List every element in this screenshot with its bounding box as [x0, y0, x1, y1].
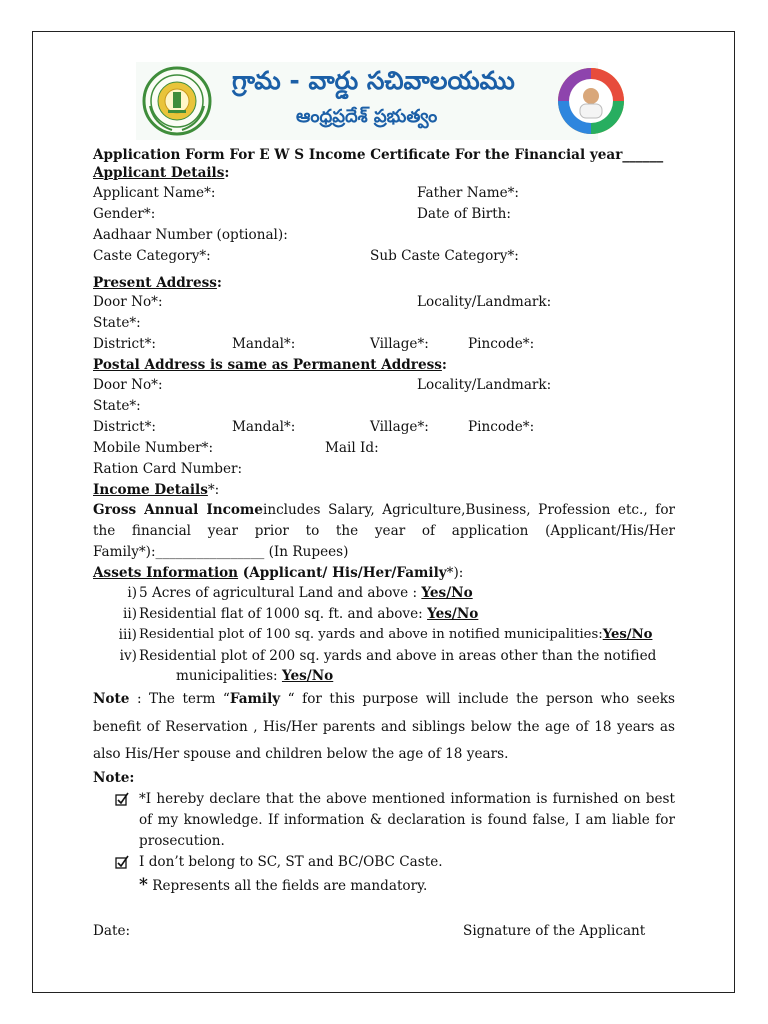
present-address-heading	[93, 274, 222, 292]
mandatory-note	[139, 876, 427, 895]
asset-answer: Yes/No	[281, 668, 334, 684]
present-door-label: Door No*:	[93, 294, 163, 310]
applicant-details-heading	[93, 164, 229, 182]
asset-item	[139, 605, 478, 623]
income-heading-suffix: *:	[207, 482, 220, 498]
postal-district-label: District*:	[93, 419, 156, 435]
gender-label: Gender*:	[93, 206, 156, 222]
andhra-pradesh-emblem-icon	[142, 66, 212, 136]
asset-answer: Yes/No	[421, 585, 473, 601]
postal-locality-label: Locality/Landmark:	[417, 377, 552, 393]
checkbox-checked-icon	[115, 855, 129, 869]
family-note-paragraph	[93, 686, 675, 769]
asset-num: i)	[127, 585, 137, 601]
postal-pincode-label: Pincode*:	[468, 419, 535, 435]
assets-heading	[93, 564, 463, 582]
mandatory-text: Represents all the fields are mandatory.	[147, 878, 428, 894]
asset-text: Residential plot of 100 sq. yards and above in notified municipalities:	[139, 627, 603, 642]
present-locality-label: Locality/Landmark:	[417, 294, 552, 310]
date-label: Date:	[93, 923, 131, 939]
caste-declaration-text: I don’t belong to SC, ST and BC/OBC Caste.	[139, 854, 443, 870]
family-note-text-a: : The term “	[129, 691, 230, 707]
dob-label: Date of Birth:	[417, 206, 512, 222]
present-district-label: District*:	[93, 336, 156, 352]
income-heading-text: Income Details	[93, 482, 208, 498]
gross-income-text: includes Salary, Agriculture,Business, Profession etc., for the financial year prior to the year of application (Applicant/His/Her Family*):________________ (In Rupees)	[93, 502, 675, 560]
gross-income-label: Gross Annual Income	[93, 502, 263, 518]
present-address-heading-colon: :	[216, 275, 222, 291]
applicant-name-label: Applicant Name*:	[93, 185, 216, 201]
postal-address-heading	[93, 356, 447, 374]
note-heading: Note:	[93, 770, 135, 786]
postal-address-heading-colon: :	[441, 357, 447, 373]
caste-label: Caste Category*:	[93, 248, 211, 264]
asset-item	[139, 584, 473, 602]
gross-income-paragraph	[93, 500, 675, 563]
applicant-heading-text: Applicant Details	[93, 165, 225, 181]
income-details-heading	[93, 481, 219, 499]
asset-text: 5 Acres of agricultural Land and above :	[139, 585, 422, 601]
present-pincode-label: Pincode*:	[468, 336, 535, 352]
applicant-heading-colon: :	[224, 165, 230, 181]
asset-num: ii)	[123, 606, 137, 622]
asset-item	[176, 667, 333, 685]
present-mandal-label: Mandal*:	[232, 336, 296, 352]
form-title: Application Form For E W S Income Certificate For the Financial year______	[93, 147, 664, 163]
father-name-label: Father Name*:	[417, 185, 520, 201]
assets-heading-star: *):	[446, 565, 464, 581]
postal-mandal-label: Mandal*:	[232, 419, 296, 435]
secretariat-circle-logo-icon	[556, 66, 626, 136]
asset-num: iii)	[118, 627, 137, 643]
assets-heading-rest: (Applicant/ His/Her/Family	[238, 565, 447, 581]
header-title: గ్రామ - వార్డు సచివాలయము	[232, 66, 515, 95]
subcaste-label: Sub Caste Category*:	[370, 248, 519, 264]
ration-card-label: Ration Card Number:	[93, 461, 243, 477]
present-address-heading-text: Present Address	[93, 275, 217, 291]
mandatory-star: *	[139, 875, 148, 895]
asset-answer: Yes/No	[602, 627, 653, 642]
asset-answer: Yes/No	[427, 606, 479, 622]
mail-label: Mail Id:	[325, 440, 379, 456]
asset-item	[139, 626, 652, 644]
postal-village-label: Village*:	[370, 419, 429, 435]
mobile-label: Mobile Number*:	[93, 440, 214, 456]
signature-label: Signature of the Applicant	[463, 923, 646, 939]
assets-heading-text: Assets Information	[93, 565, 239, 581]
declaration-text: *I hereby declare that the above mentioned information is furnished on best of my knowledge. If information & declaration is found false, I am liable for prosecution.	[139, 791, 675, 849]
postal-state-label: State*:	[93, 398, 141, 414]
aadhaar-label: Aadhaar Number (optional):	[93, 227, 288, 243]
family-note-text-b: “ for this purpose will include the person who seeks benefit of Reservation , His/Her parents and siblings below the age of 18 years as also His/Her spouse and children below the age of 18 years.	[93, 691, 676, 762]
present-village-label: Village*:	[370, 336, 429, 352]
checkbox-checked-icon	[115, 792, 129, 806]
postal-door-label: Door No*:	[93, 377, 163, 393]
family-note-label: Note	[93, 691, 130, 707]
present-state-label: State*:	[93, 315, 141, 331]
asset-text: Residential flat of 1000 sq. ft. and above:	[139, 606, 428, 622]
asset-num: iv)	[119, 648, 137, 664]
asset-text-cont: municipalities:	[176, 668, 282, 684]
family-term: Family	[229, 691, 281, 707]
postal-address-heading-text: Postal Address is same as Permanent Address	[93, 357, 442, 373]
header-subtitle: ఆంధ్రప్రదేశ్ ప్రభుత్వం	[296, 106, 438, 127]
asset-text: Residential plot of 200 sq. yards and above in areas other than the notified	[139, 648, 657, 664]
